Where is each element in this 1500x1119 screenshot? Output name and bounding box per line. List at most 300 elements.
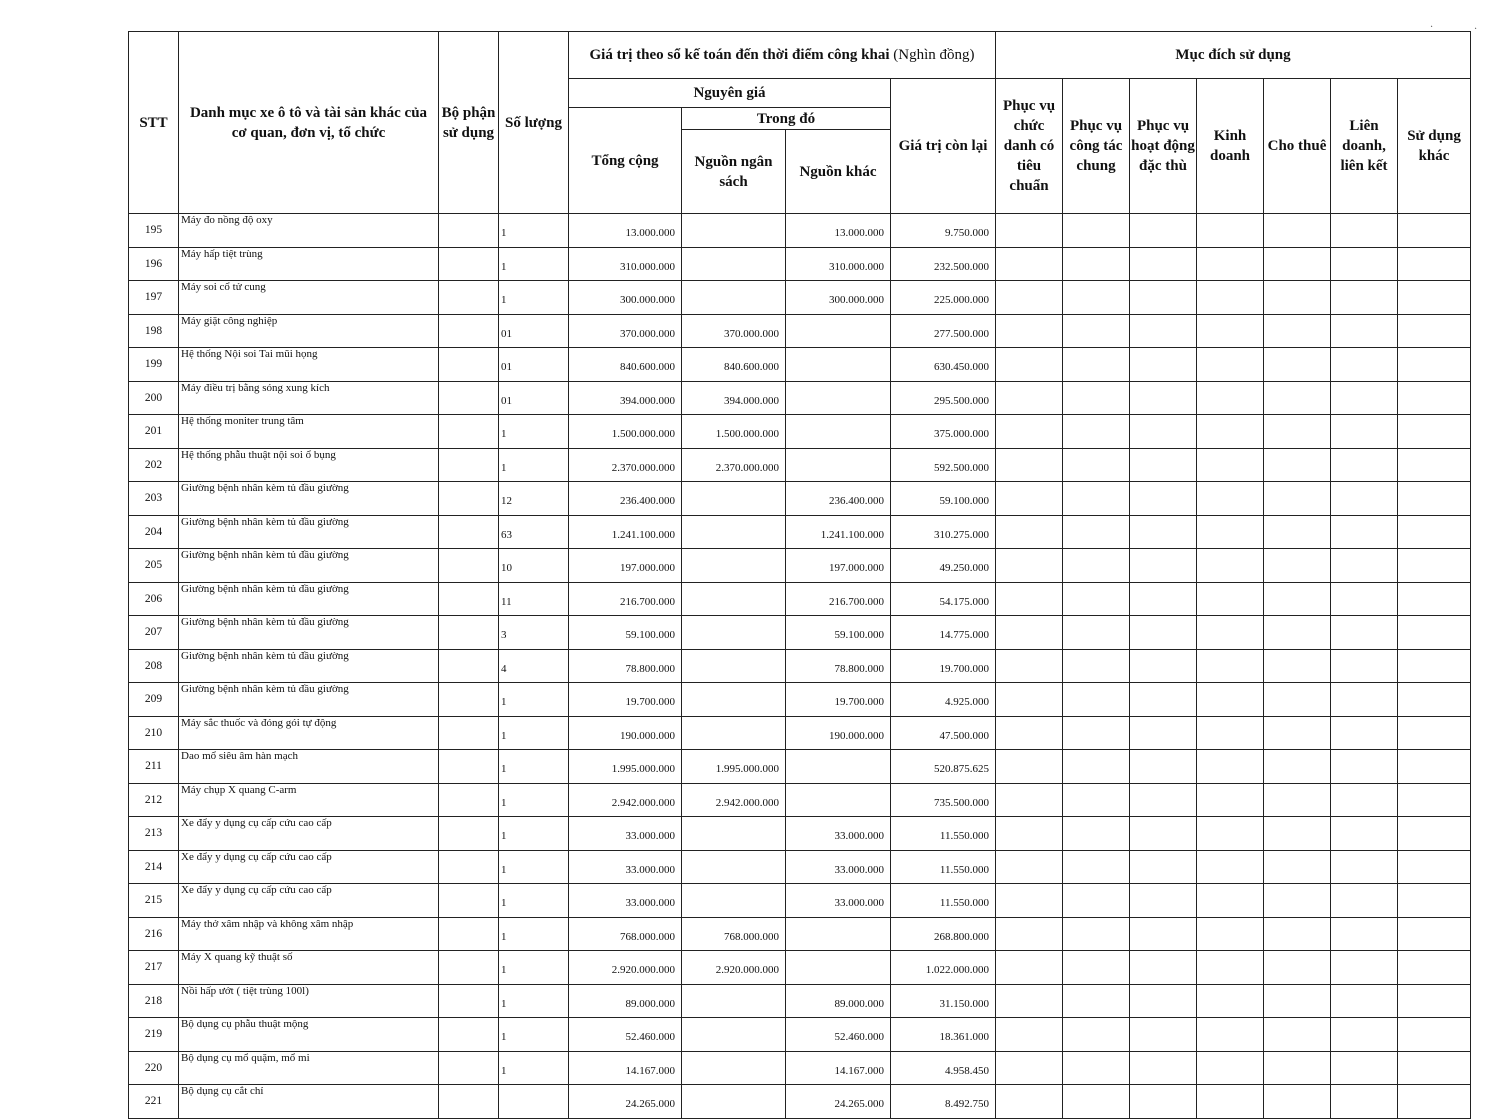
row-quantity: 1 <box>499 1018 569 1052</box>
row-purpose-7 <box>1398 448 1471 482</box>
row-department <box>439 716 499 750</box>
row-purpose-5 <box>1264 381 1331 415</box>
row-total: 236.400.000 <box>569 482 682 516</box>
row-other-source: 197.000.000 <box>786 549 891 583</box>
row-purpose-7 <box>1398 515 1471 549</box>
row-remaining-value: 11.550.000 <box>891 850 996 884</box>
row-quantity: 1 <box>499 683 569 717</box>
row-total: 13.000.000 <box>569 214 682 248</box>
row-asset-name: Xe đẩy y dụng cụ cấp cứu cao cấp <box>179 817 439 851</box>
row-budget-source <box>682 549 786 583</box>
row-purpose-5 <box>1264 549 1331 583</box>
row-department <box>439 348 499 382</box>
row-stt: 205 <box>129 549 179 583</box>
table-row <box>129 448 1471 482</box>
row-purpose-7 <box>1398 247 1471 281</box>
row-purpose-1 <box>996 884 1063 918</box>
row-stt: 207 <box>129 616 179 650</box>
row-other-source <box>786 917 891 951</box>
row-purpose-5 <box>1264 817 1331 851</box>
row-purpose-1 <box>996 348 1063 382</box>
row-total: 14.167.000 <box>569 1051 682 1085</box>
row-asset-name: Máy X quang kỹ thuật số <box>179 951 439 985</box>
row-total: 2.920.000.000 <box>569 951 682 985</box>
row-budget-source: 2.920.000.000 <box>682 951 786 985</box>
row-purpose-3 <box>1130 482 1197 516</box>
table-row <box>129 1018 1471 1052</box>
row-remaining-value: 295.500.000 <box>891 381 996 415</box>
row-purpose-4 <box>1197 314 1264 348</box>
table-row <box>129 415 1471 449</box>
row-purpose-6 <box>1331 616 1398 650</box>
row-other-source: 33.000.000 <box>786 850 891 884</box>
row-quantity: 1 <box>499 850 569 884</box>
row-other-source: 1.241.100.000 <box>786 515 891 549</box>
row-purpose-4 <box>1197 247 1264 281</box>
row-quantity: 1 <box>499 281 569 315</box>
row-other-source <box>786 750 891 784</box>
row-purpose-4 <box>1197 549 1264 583</box>
row-stt: 208 <box>129 649 179 683</box>
row-purpose-1 <box>996 1085 1063 1119</box>
row-purpose-6 <box>1331 884 1398 918</box>
row-purpose-5 <box>1264 616 1331 650</box>
row-purpose-5 <box>1264 1018 1331 1052</box>
row-purpose-1 <box>996 314 1063 348</box>
row-purpose-3 <box>1130 1018 1197 1052</box>
row-total: 24.265.000 <box>569 1085 682 1119</box>
row-purpose-2 <box>1063 850 1130 884</box>
row-budget-source <box>682 884 786 918</box>
row-other-source: 78.800.000 <box>786 649 891 683</box>
row-stt: 198 <box>129 314 179 348</box>
row-purpose-2 <box>1063 1018 1130 1052</box>
row-purpose-2 <box>1063 415 1130 449</box>
row-quantity: 1 <box>499 951 569 985</box>
row-quantity: 1 <box>499 415 569 449</box>
row-purpose-3 <box>1130 783 1197 817</box>
row-stt: 216 <box>129 917 179 951</box>
row-quantity: 1 <box>499 817 569 851</box>
row-other-source <box>786 951 891 985</box>
row-asset-name: Giường bệnh nhân kèm tủ đầu giường <box>179 515 439 549</box>
row-budget-source <box>682 616 786 650</box>
table-row <box>129 817 1471 851</box>
header-original-price: Nguyên giá <box>569 79 891 108</box>
row-purpose-6 <box>1331 683 1398 717</box>
row-total: 190.000.000 <box>569 716 682 750</box>
row-purpose-6 <box>1331 750 1398 784</box>
row-purpose-2 <box>1063 281 1130 315</box>
row-stt: 215 <box>129 884 179 918</box>
row-purpose-5 <box>1264 917 1331 951</box>
row-remaining-value: 9.750.000 <box>891 214 996 248</box>
row-other-source: 19.700.000 <box>786 683 891 717</box>
row-stt: 204 <box>129 515 179 549</box>
row-quantity: 1 <box>499 448 569 482</box>
row-purpose-3 <box>1130 415 1197 449</box>
row-remaining-value: 277.500.000 <box>891 314 996 348</box>
row-purpose-2 <box>1063 951 1130 985</box>
row-purpose-5 <box>1264 482 1331 516</box>
row-purpose-1 <box>996 649 1063 683</box>
row-purpose-5 <box>1264 515 1331 549</box>
row-purpose-4 <box>1197 281 1264 315</box>
row-quantity: 11 <box>499 582 569 616</box>
row-department <box>439 783 499 817</box>
row-stt: 221 <box>129 1085 179 1119</box>
row-quantity: 63 <box>499 515 569 549</box>
row-budget-source <box>682 247 786 281</box>
row-purpose-2 <box>1063 817 1130 851</box>
row-stt: 200 <box>129 381 179 415</box>
row-total: 768.000.000 <box>569 917 682 951</box>
header-budget-source: Nguồn ngân sách <box>682 130 786 214</box>
row-purpose-4 <box>1197 750 1264 784</box>
row-purpose-2 <box>1063 917 1130 951</box>
row-other-source <box>786 783 891 817</box>
row-purpose-1 <box>996 515 1063 549</box>
row-asset-name: Giường bệnh nhân kèm tủ đầu giường <box>179 582 439 616</box>
row-purpose-6 <box>1331 448 1398 482</box>
row-quantity: 3 <box>499 616 569 650</box>
row-other-source: 89.000.000 <box>786 984 891 1018</box>
row-purpose-7 <box>1398 214 1471 248</box>
table-row <box>129 750 1471 784</box>
row-quantity <box>499 1085 569 1119</box>
row-purpose-2 <box>1063 381 1130 415</box>
row-purpose-7 <box>1398 817 1471 851</box>
table-row <box>129 783 1471 817</box>
row-quantity: 1 <box>499 917 569 951</box>
row-purpose-5 <box>1264 850 1331 884</box>
row-purpose-6 <box>1331 515 1398 549</box>
row-purpose-4 <box>1197 850 1264 884</box>
row-asset-name: Nồi hấp ướt ( tiệt trùng 100l) <box>179 984 439 1018</box>
row-asset-name: Xe đẩy y dụng cụ cấp cứu cao cấp <box>179 884 439 918</box>
row-purpose-3 <box>1130 649 1197 683</box>
row-stt: 197 <box>129 281 179 315</box>
row-remaining-value: 310.275.000 <box>891 515 996 549</box>
row-remaining-value: 19.700.000 <box>891 649 996 683</box>
row-budget-source <box>682 649 786 683</box>
row-department <box>439 750 499 784</box>
row-other-source: 24.265.000 <box>786 1085 891 1119</box>
row-purpose-3 <box>1130 616 1197 650</box>
row-asset-name: Giường bệnh nhân kèm tủ đầu giường <box>179 616 439 650</box>
row-remaining-value: 232.500.000 <box>891 247 996 281</box>
header-qty: Số lượng <box>499 32 569 214</box>
row-purpose-5 <box>1264 649 1331 683</box>
row-purpose-2 <box>1063 783 1130 817</box>
row-department <box>439 683 499 717</box>
row-purpose-7 <box>1398 549 1471 583</box>
row-purpose-7 <box>1398 683 1471 717</box>
header-purpose-7: Sử dụng khác <box>1398 79 1471 214</box>
row-remaining-value: 49.250.000 <box>891 549 996 583</box>
row-purpose-7 <box>1398 783 1471 817</box>
row-purpose-2 <box>1063 549 1130 583</box>
row-purpose-7 <box>1398 750 1471 784</box>
row-quantity: 10 <box>499 549 569 583</box>
row-total: 59.100.000 <box>569 616 682 650</box>
row-other-source: 236.400.000 <box>786 482 891 516</box>
row-total: 216.700.000 <box>569 582 682 616</box>
row-budget-source <box>682 482 786 516</box>
row-purpose-4 <box>1197 1018 1264 1052</box>
row-purpose-7 <box>1398 381 1471 415</box>
row-remaining-value: 31.150.000 <box>891 984 996 1018</box>
row-purpose-7 <box>1398 348 1471 382</box>
row-purpose-6 <box>1331 850 1398 884</box>
row-stt: 217 <box>129 951 179 985</box>
row-stt: 202 <box>129 448 179 482</box>
row-purpose-1 <box>996 984 1063 1018</box>
row-purpose-3 <box>1130 683 1197 717</box>
table-row <box>129 247 1471 281</box>
row-purpose-3 <box>1130 247 1197 281</box>
row-department <box>439 549 499 583</box>
row-purpose-3 <box>1130 850 1197 884</box>
header-purpose: Mục đích sử dụng <box>996 32 1471 79</box>
row-total: 197.000.000 <box>569 549 682 583</box>
row-purpose-2 <box>1063 683 1130 717</box>
header-book-value <box>569 32 996 79</box>
row-budget-source <box>682 850 786 884</box>
row-asset-name: Máy điều trị bằng sóng xung kích <box>179 381 439 415</box>
row-department <box>439 917 499 951</box>
table-row <box>129 482 1471 516</box>
row-purpose-6 <box>1331 482 1398 516</box>
row-purpose-1 <box>996 381 1063 415</box>
row-purpose-2 <box>1063 214 1130 248</box>
row-other-source: 300.000.000 <box>786 281 891 315</box>
row-quantity: 01 <box>499 381 569 415</box>
row-total: 33.000.000 <box>569 850 682 884</box>
row-purpose-7 <box>1398 649 1471 683</box>
row-purpose-5 <box>1264 348 1331 382</box>
row-other-source <box>786 314 891 348</box>
header-total: Tổng cộng <box>569 108 682 214</box>
row-purpose-5 <box>1264 951 1331 985</box>
row-purpose-5 <box>1264 281 1331 315</box>
row-remaining-value: 735.500.000 <box>891 783 996 817</box>
row-quantity: 1 <box>499 247 569 281</box>
row-purpose-4 <box>1197 716 1264 750</box>
row-purpose-4 <box>1197 917 1264 951</box>
row-purpose-6 <box>1331 649 1398 683</box>
row-purpose-4 <box>1197 1085 1264 1119</box>
row-purpose-4 <box>1197 381 1264 415</box>
table-row <box>129 1051 1471 1085</box>
row-budget-source: 370.000.000 <box>682 314 786 348</box>
row-purpose-4 <box>1197 515 1264 549</box>
row-purpose-3 <box>1130 214 1197 248</box>
row-remaining-value: 11.550.000 <box>891 884 996 918</box>
table-row <box>129 281 1471 315</box>
row-budget-source <box>682 1085 786 1119</box>
table-row <box>129 951 1471 985</box>
row-other-source <box>786 381 891 415</box>
row-purpose-7 <box>1398 582 1471 616</box>
table-body <box>129 214 1471 1119</box>
table-row <box>129 214 1471 248</box>
table-row <box>129 348 1471 382</box>
table-row <box>129 515 1471 549</box>
row-purpose-1 <box>996 951 1063 985</box>
row-department <box>439 649 499 683</box>
row-purpose-1 <box>996 1051 1063 1085</box>
row-budget-source: 2.370.000.000 <box>682 448 786 482</box>
row-purpose-1 <box>996 716 1063 750</box>
row-purpose-3 <box>1130 817 1197 851</box>
row-budget-source: 768.000.000 <box>682 917 786 951</box>
asset-table <box>128 31 1471 1119</box>
row-purpose-6 <box>1331 214 1398 248</box>
row-total: 33.000.000 <box>569 884 682 918</box>
row-total: 52.460.000 <box>569 1018 682 1052</box>
row-stt: 219 <box>129 1018 179 1052</box>
row-asset-name: Hệ thống phẫu thuật nội soi ổ bụng <box>179 448 439 482</box>
row-purpose-6 <box>1331 1018 1398 1052</box>
row-purpose-6 <box>1331 1051 1398 1085</box>
row-budget-source: 1.995.000.000 <box>682 750 786 784</box>
table-row <box>129 1085 1471 1119</box>
row-purpose-2 <box>1063 984 1130 1018</box>
row-purpose-2 <box>1063 448 1130 482</box>
row-remaining-value: 4.958.450 <box>891 1051 996 1085</box>
row-quantity: 1 <box>499 783 569 817</box>
row-purpose-7 <box>1398 1051 1471 1085</box>
row-department <box>439 515 499 549</box>
row-purpose-2 <box>1063 1085 1130 1119</box>
row-department <box>439 616 499 650</box>
row-purpose-2 <box>1063 750 1130 784</box>
table-row <box>129 683 1471 717</box>
row-quantity: 12 <box>499 482 569 516</box>
row-purpose-5 <box>1264 415 1331 449</box>
row-purpose-1 <box>996 1018 1063 1052</box>
row-purpose-4 <box>1197 884 1264 918</box>
row-purpose-1 <box>996 415 1063 449</box>
row-purpose-7 <box>1398 415 1471 449</box>
row-purpose-6 <box>1331 247 1398 281</box>
row-purpose-6 <box>1331 348 1398 382</box>
row-purpose-5 <box>1264 582 1331 616</box>
header-purpose-2: Phục vụ công tác chung <box>1063 79 1130 214</box>
row-quantity: 1 <box>499 984 569 1018</box>
row-purpose-5 <box>1264 314 1331 348</box>
row-stt: 196 <box>129 247 179 281</box>
row-purpose-2 <box>1063 716 1130 750</box>
row-remaining-value: 47.500.000 <box>891 716 996 750</box>
row-purpose-4 <box>1197 1051 1264 1085</box>
row-purpose-6 <box>1331 917 1398 951</box>
row-remaining-value: 54.175.000 <box>891 582 996 616</box>
row-purpose-1 <box>996 917 1063 951</box>
row-purpose-1 <box>996 214 1063 248</box>
row-department <box>439 582 499 616</box>
row-purpose-6 <box>1331 281 1398 315</box>
row-stt: 201 <box>129 415 179 449</box>
row-purpose-4 <box>1197 951 1264 985</box>
row-purpose-6 <box>1331 783 1398 817</box>
row-purpose-4 <box>1197 783 1264 817</box>
row-budget-source <box>682 1051 786 1085</box>
header-name: Danh mục xe ô tô và tài sản khác của cơ quan, đơn vị, tổ chức <box>179 32 439 214</box>
row-department <box>439 1085 499 1119</box>
row-other-source <box>786 415 891 449</box>
asset-table-sheet <box>128 31 1466 1119</box>
table-row <box>129 917 1471 951</box>
row-other-source: 52.460.000 <box>786 1018 891 1052</box>
row-purpose-5 <box>1264 247 1331 281</box>
table-row <box>129 314 1471 348</box>
row-purpose-3 <box>1130 348 1197 382</box>
row-purpose-2 <box>1063 314 1130 348</box>
row-purpose-5 <box>1264 750 1331 784</box>
row-asset-name: Dao mổ siêu âm hàn mạch <box>179 750 439 784</box>
row-stt: 210 <box>129 716 179 750</box>
row-purpose-6 <box>1331 984 1398 1018</box>
row-purpose-5 <box>1264 884 1331 918</box>
row-asset-name: Máy giặt công nghiệp <box>179 314 439 348</box>
row-quantity: 01 <box>499 348 569 382</box>
row-purpose-6 <box>1331 549 1398 583</box>
row-purpose-2 <box>1063 247 1130 281</box>
row-purpose-5 <box>1264 1085 1331 1119</box>
row-purpose-6 <box>1331 381 1398 415</box>
row-purpose-5 <box>1264 783 1331 817</box>
row-purpose-5 <box>1264 716 1331 750</box>
row-asset-name: Giường bệnh nhân kèm tủ đầu giường <box>179 549 439 583</box>
row-purpose-3 <box>1130 750 1197 784</box>
row-total: 2.370.000.000 <box>569 448 682 482</box>
row-remaining-value: 592.500.000 <box>891 448 996 482</box>
row-total: 2.942.000.000 <box>569 783 682 817</box>
row-purpose-1 <box>996 281 1063 315</box>
row-purpose-1 <box>996 683 1063 717</box>
row-stt: 218 <box>129 984 179 1018</box>
row-other-source: 216.700.000 <box>786 582 891 616</box>
row-purpose-5 <box>1264 683 1331 717</box>
row-department <box>439 448 499 482</box>
row-budget-source: 1.500.000.000 <box>682 415 786 449</box>
row-purpose-4 <box>1197 649 1264 683</box>
row-purpose-6 <box>1331 716 1398 750</box>
row-asset-name: Máy chụp X quang C-arm <box>179 783 439 817</box>
header-book-value-unit: (Nghìn đồng) <box>893 47 975 63</box>
row-purpose-4 <box>1197 616 1264 650</box>
row-purpose-1 <box>996 448 1063 482</box>
row-purpose-4 <box>1197 582 1264 616</box>
row-department <box>439 381 499 415</box>
row-other-source: 33.000.000 <box>786 884 891 918</box>
row-stt: 212 <box>129 783 179 817</box>
row-asset-name: Hệ thống Nội soi Tai mũi họng <box>179 348 439 382</box>
row-purpose-5 <box>1264 984 1331 1018</box>
scan-speck: · <box>1430 22 1434 33</box>
row-asset-name: Giường bệnh nhân kèm tủ đầu giường <box>179 649 439 683</box>
row-purpose-1 <box>996 549 1063 583</box>
table-row <box>129 649 1471 683</box>
row-remaining-value: 520.875.625 <box>891 750 996 784</box>
row-purpose-7 <box>1398 1085 1471 1119</box>
header-purpose-5: Cho thuê <box>1264 79 1331 214</box>
table-row <box>129 616 1471 650</box>
row-purpose-2 <box>1063 482 1130 516</box>
row-purpose-3 <box>1130 281 1197 315</box>
